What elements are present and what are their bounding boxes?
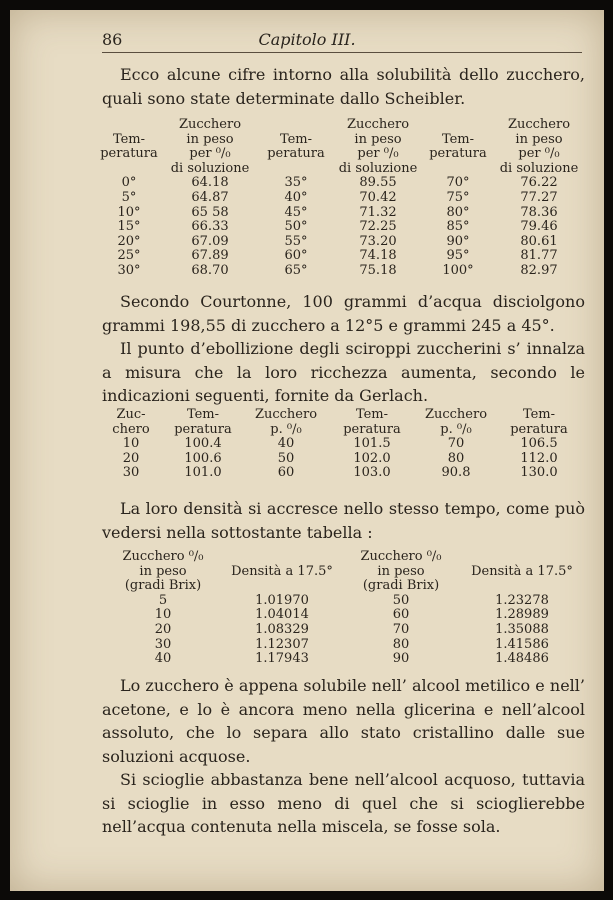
table-cell: 5° xyxy=(121,189,137,205)
table-cell: 90.8 xyxy=(441,465,471,481)
table-cell: 30 xyxy=(122,465,140,481)
page-number: 86 xyxy=(102,30,123,49)
table-cell: 101.0 xyxy=(184,465,222,481)
table-cell: 10 xyxy=(154,607,172,623)
table-cell: 40 xyxy=(277,436,295,452)
table-cell: 85° xyxy=(446,219,470,235)
col-sugar-weight: Zucchero in peso per ⁰/₀ di soluzione xyxy=(170,117,250,176)
table-cell: 80.61 xyxy=(520,233,558,249)
table-cell: 60° xyxy=(284,248,308,264)
col-temperature: Tem- peratura xyxy=(174,407,232,437)
paragraph-courtonne: Secondo Courtonne, 100 grammi d’acqua disciolgono grammi 198,55 di zucchero a 12°5 e grammi 245 a 45°. xyxy=(102,292,585,335)
paragraph-density: La loro densità si accresce nello stesso tempo, come può vedersi nella sottostante tabella : xyxy=(102,499,585,542)
table-cell: 106.5 xyxy=(520,436,558,452)
table-cell: 30 xyxy=(154,636,172,652)
chapter-title: Capitolo III. xyxy=(258,30,356,49)
table-header-row xyxy=(102,408,584,437)
solubility-table xyxy=(98,118,586,279)
table-cell: 1.17943 xyxy=(255,651,309,667)
table-cell: 0° xyxy=(121,175,137,191)
col-temperature: Tem- peratura xyxy=(429,131,487,162)
col-sugar-brix: Zucchero ⁰/₀ in peso (gradi Brix) xyxy=(360,549,442,594)
table-row xyxy=(98,249,586,264)
table-cell: 80 xyxy=(392,636,410,652)
table-cell: 20° xyxy=(117,233,141,249)
table-row xyxy=(98,220,586,235)
table-cell: 1.41586 xyxy=(495,636,549,652)
table-row xyxy=(98,264,586,279)
table-cell: 80° xyxy=(446,204,470,220)
col-sugar-brix: Zucchero ⁰/₀ in peso (gradi Brix) xyxy=(122,549,204,594)
table-cell: 1.28989 xyxy=(495,607,549,623)
table-cell: 65° xyxy=(284,262,308,278)
table-cell: 82.97 xyxy=(520,262,558,278)
table-row xyxy=(102,437,584,452)
table-cell: 75° xyxy=(446,189,470,205)
table-cell: 90° xyxy=(446,233,470,249)
table-row xyxy=(108,608,588,623)
table-cell: 70° xyxy=(446,175,470,191)
table-cell: 60 xyxy=(277,465,295,481)
table-cell: 100.4 xyxy=(184,436,222,452)
table-cell: 70 xyxy=(447,436,465,452)
book-page xyxy=(10,10,604,891)
header-rule xyxy=(102,52,582,53)
table-cell: 50 xyxy=(277,450,295,466)
table-cell: 100° xyxy=(442,262,474,278)
paragraph-intro: Ecco alcune cifre intorno alla solubilità dello zucchero, quali sono state determinate dallo Scheibler. xyxy=(102,65,585,108)
table-header-row xyxy=(98,118,586,176)
table-cell: 30° xyxy=(117,262,141,278)
col-temperature: Tem- peratura xyxy=(100,131,158,162)
table-cell: 89.55 xyxy=(359,175,397,191)
table-cell: 76.22 xyxy=(520,175,558,191)
running-header xyxy=(10,30,604,52)
table-cell: 74.18 xyxy=(359,248,397,264)
table-cell: 66.33 xyxy=(191,219,229,235)
table-cell: 77.27 xyxy=(520,189,558,205)
col-temperature: Tem- peratura xyxy=(510,407,568,437)
col-sugar: Zuc- chero xyxy=(112,407,150,437)
table-cell: 112.0 xyxy=(520,450,558,466)
table-cell: 50 xyxy=(392,592,410,608)
paragraph-boiling: Il punto d’ebollizione degli sciroppi zuccherini s’ innalza a misura che la loro ricchezza aumenta, secondo le indicazioni seguenti, fornite da Gerlach. xyxy=(102,339,585,405)
table-cell: 35° xyxy=(284,175,308,191)
table-cell: 103.0 xyxy=(353,465,391,481)
col-density: Densità a 17.5° xyxy=(231,563,333,579)
table-cell: 10° xyxy=(117,204,141,220)
boiling-table xyxy=(102,408,584,481)
table-row xyxy=(108,652,588,667)
table-cell: 130.0 xyxy=(520,465,558,481)
table-cell: 78.36 xyxy=(520,204,558,220)
table-cell: 71.32 xyxy=(359,204,397,220)
table-cell: 40° xyxy=(284,189,308,205)
density-table xyxy=(108,550,588,667)
table-cell: 90 xyxy=(392,651,410,667)
table-cell: 50° xyxy=(284,219,308,235)
table-cell: 60 xyxy=(392,607,410,623)
table-cell: 67.89 xyxy=(191,248,229,264)
paragraph-aqueous-alcohol: Si scioglie abbastanza bene nell’alcool acquoso, tuttavia si scioglie in esso meno di quel che si scioglierebbe nell’acqua contenuta nella miscela, se fosse sola. xyxy=(102,770,585,836)
col-density: Densità a 17.5° xyxy=(471,563,573,579)
table-cell: 1.48486 xyxy=(495,651,549,667)
table-row xyxy=(102,466,584,481)
table-cell: 81.77 xyxy=(520,248,558,264)
table-cell: 100.6 xyxy=(184,450,222,466)
table-cell: 20 xyxy=(154,621,172,637)
table-cell: 65 58 xyxy=(191,204,229,220)
col-temperature: Tem- peratura xyxy=(267,131,325,162)
table-row xyxy=(108,594,588,609)
table-cell: 1.23278 xyxy=(495,592,549,608)
table-cell: 1.08329 xyxy=(255,621,309,637)
table-cell: 70.42 xyxy=(359,189,397,205)
table-cell: 80 xyxy=(447,450,465,466)
table-cell: 15° xyxy=(117,219,141,235)
col-sugar-weight: Zucchero in peso per ⁰/₀ di soluzione xyxy=(499,117,579,176)
table-cell: 79.46 xyxy=(520,219,558,235)
table-row xyxy=(108,638,588,653)
table-row xyxy=(98,176,586,191)
table-cell: 55° xyxy=(284,233,308,249)
paragraph-alcohol: Lo zucchero è appena solubile nell’ alcool metilico e nell’ acetone, e lo è ancora meno nella glicerina e nell’alcool assoluto, che lo separa allo stato cristallino dalle sue soluzioni acquose. xyxy=(102,676,585,766)
table-cell: 95° xyxy=(446,248,470,264)
table-cell: 101.5 xyxy=(353,436,391,452)
table-cell: 72.25 xyxy=(359,219,397,235)
table-row xyxy=(102,452,584,467)
table-cell: 102.0 xyxy=(353,450,391,466)
table-cell: 64.87 xyxy=(191,189,229,205)
table-cell: 73.20 xyxy=(359,233,397,249)
table-header-row xyxy=(108,550,588,594)
table-cell: 10 xyxy=(122,436,140,452)
table-cell: 68.70 xyxy=(191,262,229,278)
table-cell: 40 xyxy=(154,651,172,667)
table-cell: 64.18 xyxy=(191,175,229,191)
table-cell: 25° xyxy=(117,248,141,264)
table-cell: 20 xyxy=(122,450,140,466)
col-sugar-percent: Zucchero p. ⁰/₀ xyxy=(254,407,318,437)
col-sugar-percent: Zucchero p. ⁰/₀ xyxy=(424,407,488,437)
table-row xyxy=(98,235,586,250)
table-row xyxy=(98,206,586,221)
table-cell: 1.35088 xyxy=(495,621,549,637)
table-row xyxy=(98,191,586,206)
table-cell: 1.12307 xyxy=(255,636,309,652)
table-row xyxy=(108,623,588,638)
col-temperature: Tem- peratura xyxy=(343,407,401,437)
table-cell: 1.01970 xyxy=(255,592,309,608)
table-cell: 1.04014 xyxy=(255,607,309,623)
table-cell: 75.18 xyxy=(359,262,397,278)
table-cell: 70 xyxy=(392,621,410,637)
col-sugar-weight: Zucchero in peso per ⁰/₀ di soluzione xyxy=(338,117,418,176)
table-cell: 5 xyxy=(158,592,168,608)
table-cell: 67.09 xyxy=(191,233,229,249)
table-cell: 45° xyxy=(284,204,308,220)
